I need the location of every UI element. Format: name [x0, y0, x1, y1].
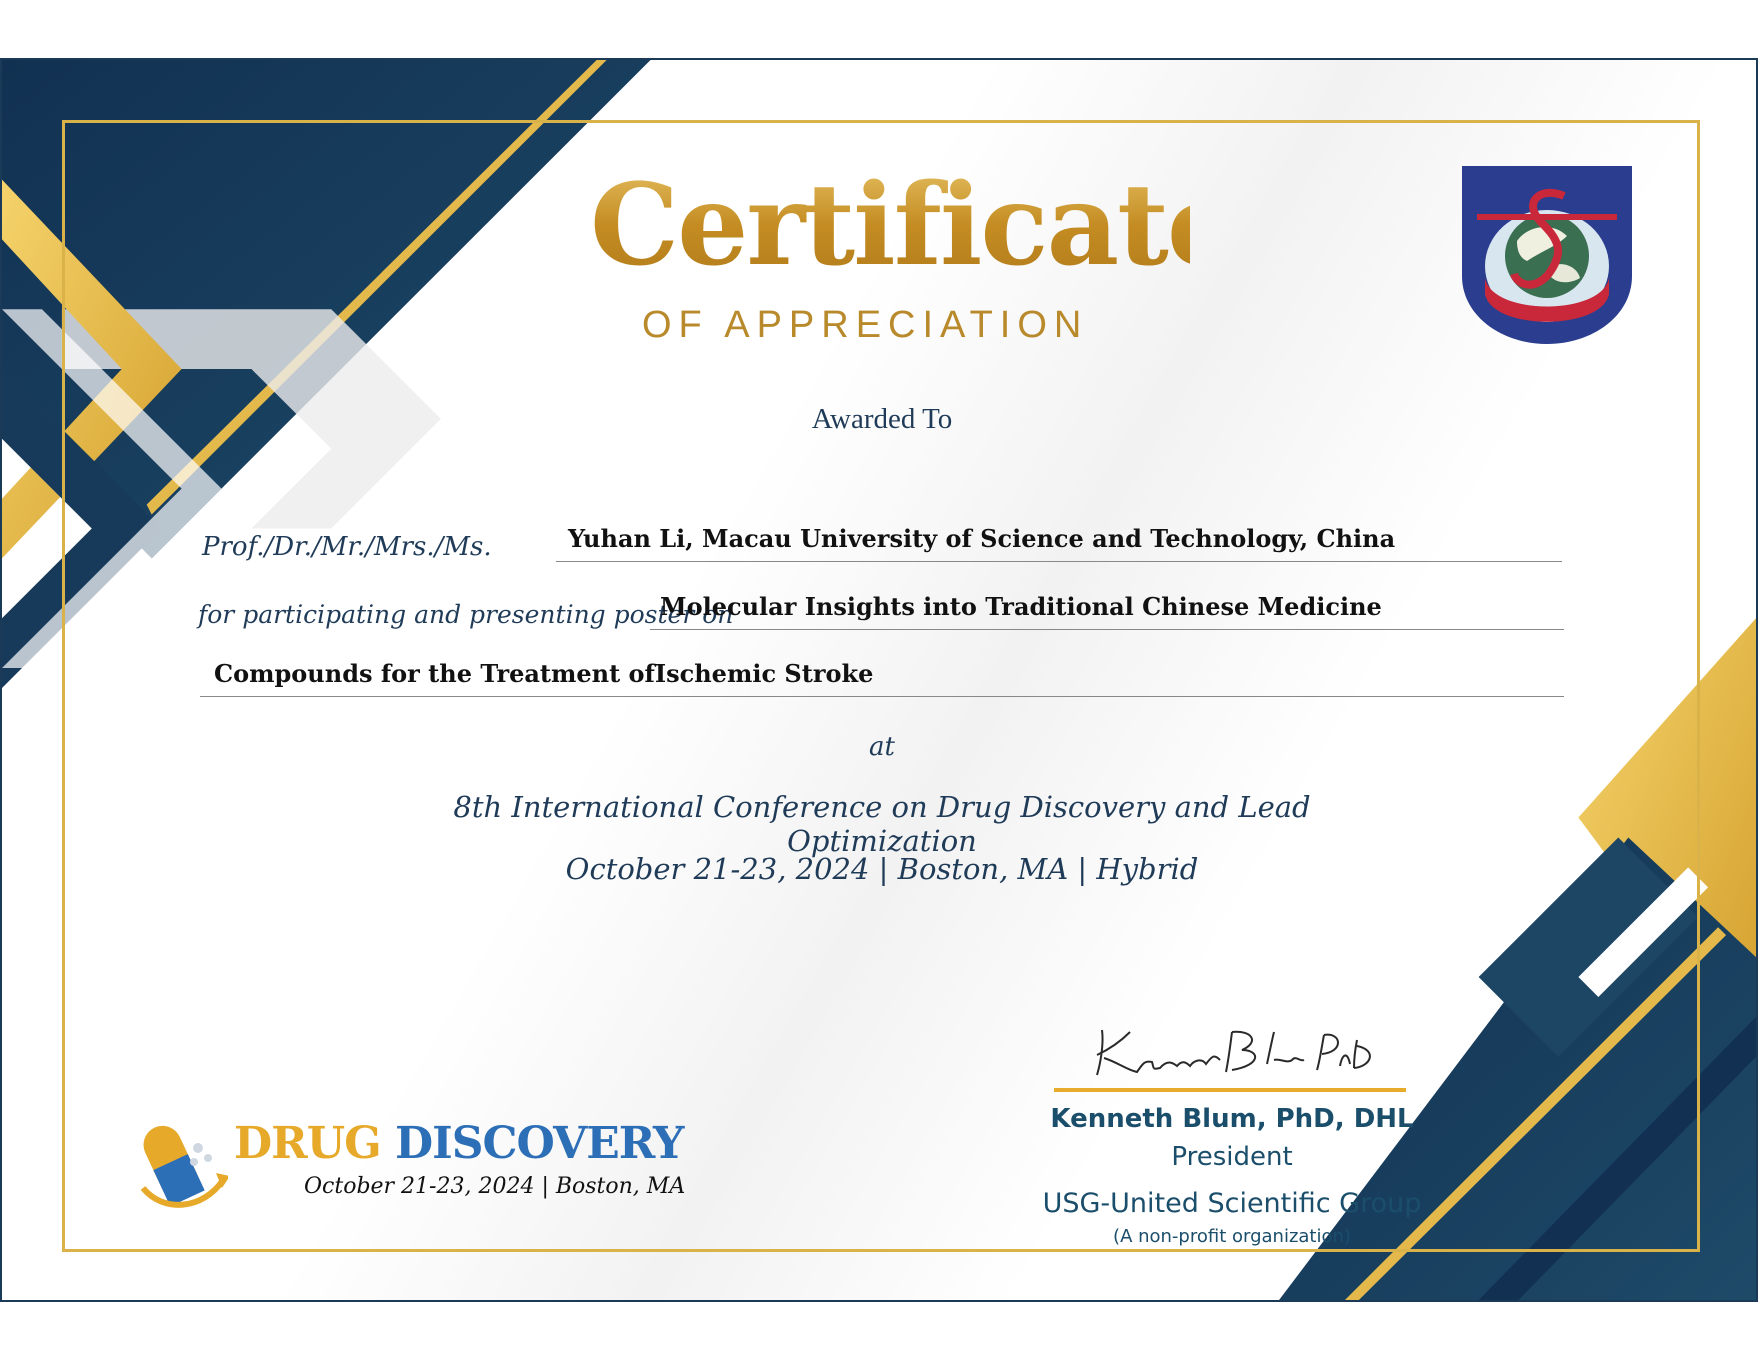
poster-title-line2: Compounds for the Treatment ofIschemic Stroke: [214, 659, 874, 688]
certificate: [0, 58, 1758, 1302]
certificate-subtitle: OF APPRECIATION: [642, 304, 1089, 346]
participation-label: for participating and presenting poster on: [198, 600, 734, 629]
conference-name: 8th International Conference on Drug Discovery and Lead Optimization: [453, 790, 1311, 858]
signatory-role: President: [1171, 1142, 1293, 1172]
signature-line: [1054, 1088, 1406, 1092]
drug-discovery-wordmark: [234, 1118, 683, 1169]
capsule-icon: [138, 1118, 228, 1218]
poster-title-line1: Molecular Insights into Traditional Chinese Medicine: [660, 592, 1382, 621]
usg-shield-logo: [1462, 166, 1632, 344]
drug-discovery-logo: [138, 1118, 738, 1228]
signatory-name: Kenneth Blum, PhD, DHL: [1050, 1104, 1414, 1134]
at-label: at: [869, 732, 895, 762]
conference-details: October 21-23, 2024 | Boston, MA | Hybrid: [565, 852, 1199, 886]
awarded-to-label: Awarded To: [811, 403, 953, 435]
drug-discovery-dates: October 21-23, 2024 | Boston, MA: [304, 1174, 686, 1199]
recipient-name: Yuhan Li, Macau University of Science and Technology, China: [568, 524, 1396, 553]
wordmark-discovery: DISCOVERY: [395, 1118, 684, 1169]
recipient-underline: [556, 561, 1562, 562]
honorific-label: Prof./Dr./Mr./Mrs./Ms.: [202, 532, 492, 562]
organization-note: (A non-profit organization): [1113, 1226, 1351, 1247]
signatory-organization: USG-United Scientific Group: [1042, 1188, 1422, 1219]
poster-title-underline1: [650, 629, 1564, 630]
wordmark-drug: DRUG: [234, 1118, 381, 1169]
certificate-title: Certificate: [590, 160, 1237, 291]
poster-title-underline2: [200, 696, 1564, 697]
handwritten-signature: [1082, 1020, 1382, 1086]
